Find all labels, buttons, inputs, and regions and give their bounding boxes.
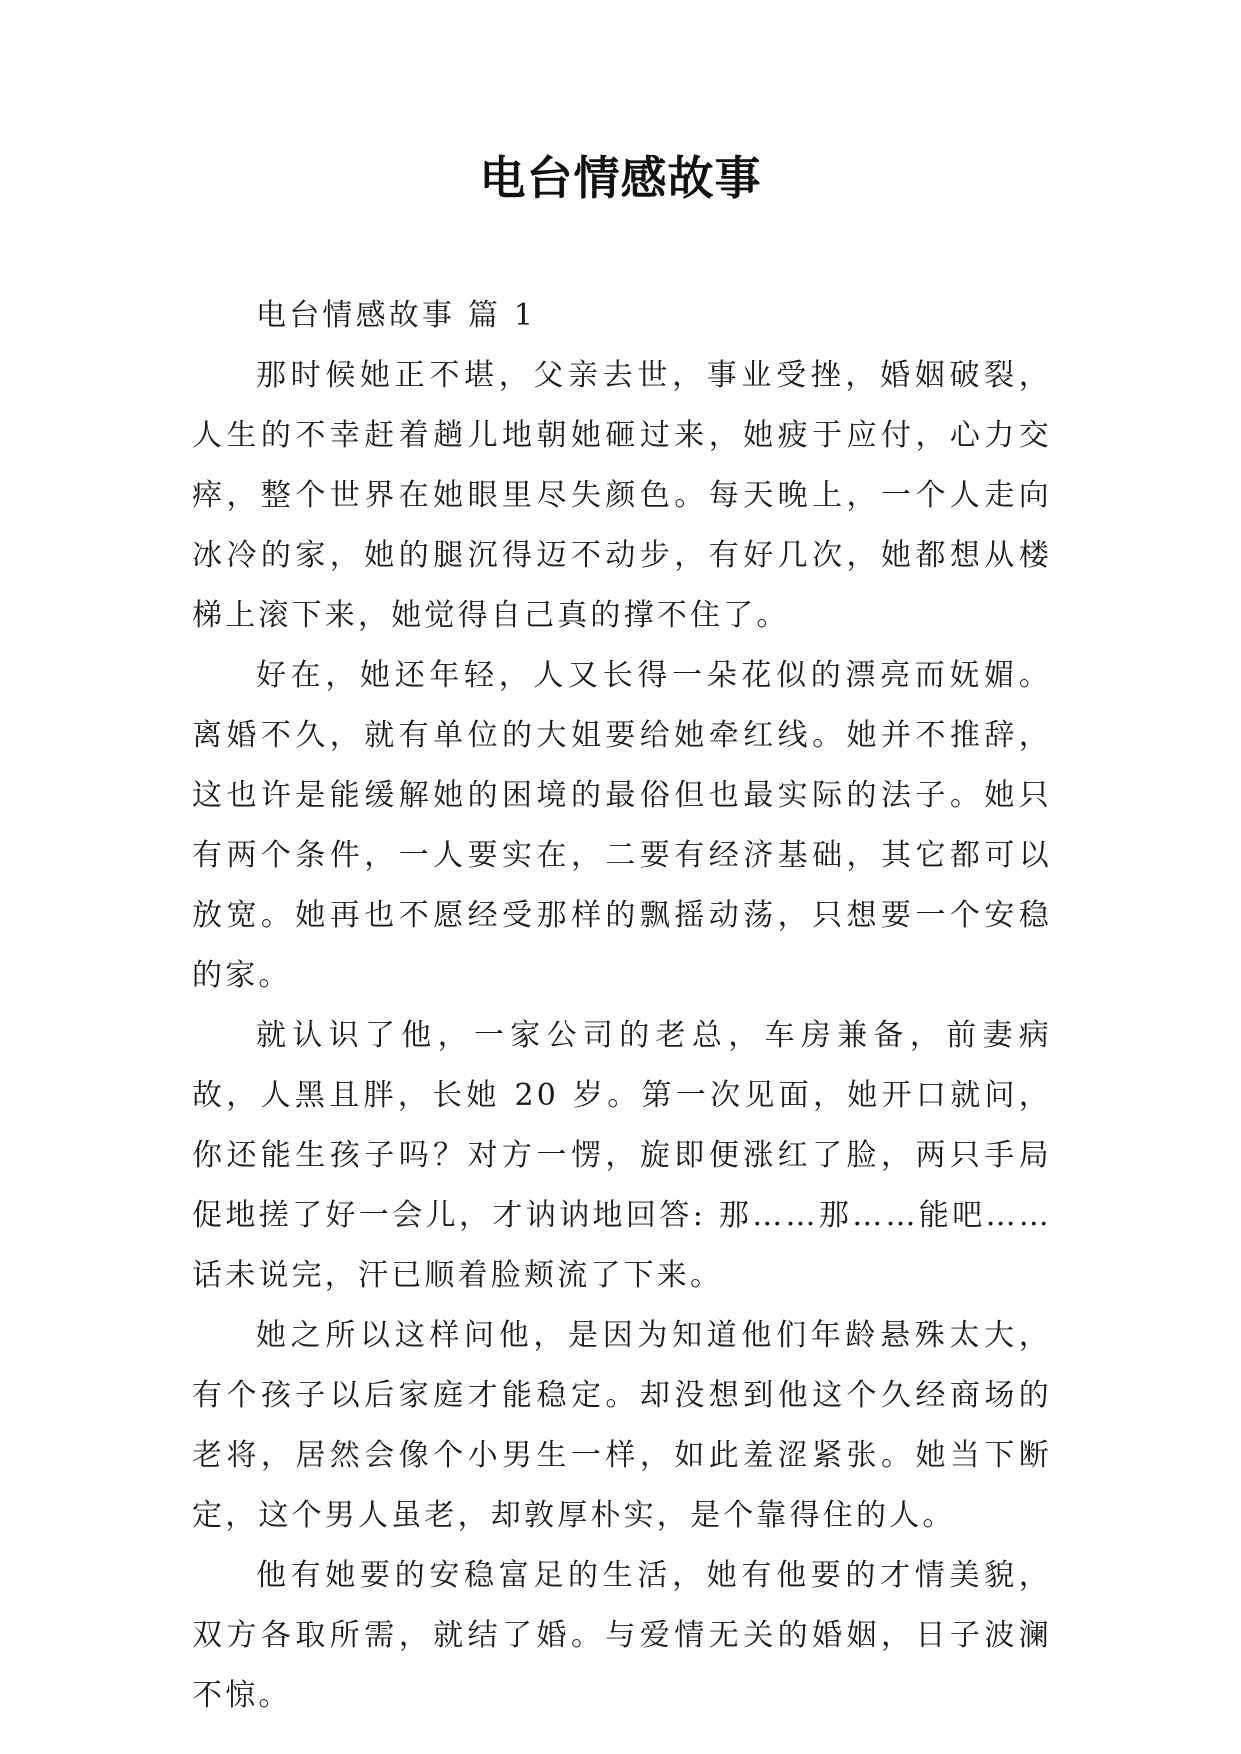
document-body (192, 286, 1052, 1726)
paragraph-5: 他有她要的安稳富足的生活，她有他要的才情美貌，双方各取所需，就结了婚。与爱情无关的婚姻，日子波澜不惊。 (192, 1558, 1052, 1713)
paragraph-3: 就认识了他，一家公司的老总，车房兼备，前妻病故，人黑且胖，长她 20 岁。第一次见面，她开口就问，你还能生孩子吗？对方一愣，旋即便涨红了脸，两只手局促地搓了好一会儿，才讷讷地回答: 那……那……能吧……话未说完，汗已顺着脸颊流了下来。 (192, 1018, 1052, 1293)
document-title: 电台情感故事 (479, 151, 762, 205)
paragraph-4: 她之所以这样问他，是因为知道他们年龄悬殊太大，有个孩子以后家庭才能稳定。却没想到他这个久经商场的老将，居然会像个小男生一样，如此羞涩紧张。她当下断定，这个男人虽老，却敦厚朴实，是个靠得住的人。 (192, 1318, 1052, 1533)
section-heading: 电台情感故事 篇 1 (256, 298, 537, 333)
paragraph-2: 好在，她还年轻，人又长得一朵花似的漂亮而妩媚。离婚不久，就有单位的大姐要给她牵红线。她并不推辞，这也许是能缓解她的困境的最俗但也最实际的法子。她只有两个条件，一人要实在，二要有经济基础，其它都可以放宽。她再也不愿经受那样的飘摇动荡，只想要一个安稳的家。 (192, 658, 1052, 993)
paragraph-1: 那时候她正不堪，父亲去世，事业受挫，婚姻破裂，人生的不幸赶着趟儿地朝她砸过来，她疲于应付，心力交瘁，整个世界在她眼里尽失颜色。每天晚上，一个人走向冰冷的家，她的腿沉得迈不动步，有好几次，她都想从楼梯上滚下来，她觉得自己真的撑不住了。 (192, 358, 1052, 633)
